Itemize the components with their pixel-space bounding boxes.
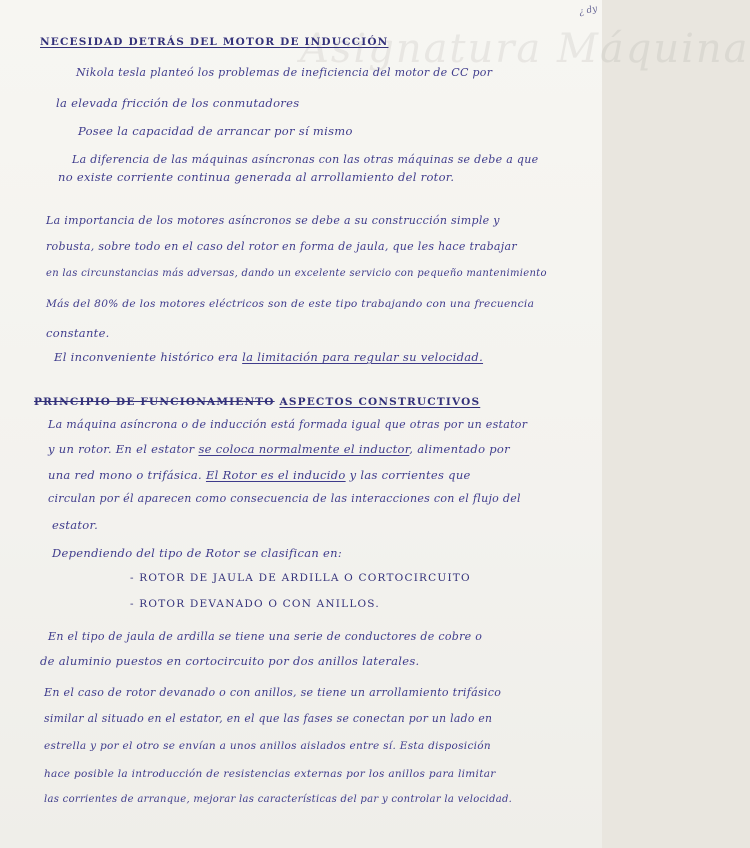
text-line	[48, 468, 471, 482]
text-line: Más del 80% de los motores eléctricos son de este tipo trabajando con una frecuencia	[46, 298, 535, 310]
text-line: La importancia de los motores asíncronos se debe a su construcción simple y	[46, 214, 500, 227]
text-line: en las circunstancias más adversas, dando un excelente servicio con pequeño mantenimiento	[46, 268, 547, 279]
text-line: constante.	[46, 326, 110, 340]
bleed-through-text: Asignatura Máquina	[300, 26, 750, 72]
text-line: Posee la capacidad de arrancar por sí mismo	[78, 124, 353, 138]
text-segment: y las corrientes que	[349, 468, 471, 482]
text-line: La diferencia de las máquinas asíncronas con las otras máquinas se debe a que	[72, 153, 539, 166]
list-item: - ROTOR DE JAULA DE ARDILLA O CORTOCIRCUITO	[130, 572, 471, 584]
list-item: - ROTOR DEVANADO O CON ANILLOS.	[130, 598, 380, 610]
text-line: robusta, sobre todo en el caso del rotor en forma de jaula, que les hace trabajar	[46, 240, 517, 253]
text-line: de aluminio puestos en cortocircuito por dos anillos laterales.	[40, 654, 420, 668]
section-title-necesidad: NECESIDAD DETRÁS DEL MOTOR DE INDUCCIÓN	[40, 36, 389, 48]
underlined-phrase: se coloca normalmente el inductor	[198, 442, 410, 456]
text-line: circulan por él aparecen como consecuencia de las interacciones con el flujo del	[48, 492, 521, 505]
text-line: estrella y por el otro se envían a unos anillos aislados entre sí. Esta disposición	[44, 740, 491, 752]
section-title-aspectos	[34, 396, 480, 408]
underlined-phrase: la limitación para regular su velocidad.	[242, 350, 484, 364]
text-line: estator.	[52, 518, 99, 532]
underlined-phrase: El Rotor es el inducido	[205, 468, 346, 482]
text-line: la elevada fricción de los conmutadores	[56, 96, 300, 110]
text-line: En el caso de rotor devanado o con anillos, se tiene un arrollamiento trifásico	[44, 686, 502, 699]
struck-title: PRINCIPIO DE FUNCIONAMIENTO	[34, 396, 275, 408]
text-line: La máquina asíncrona o de inducción está formada igual que otras por un estator	[48, 418, 528, 431]
corner-mark: ¿ dy	[578, 4, 599, 18]
text-line: no existe corriente continua generada al arrollamiento del rotor.	[58, 170, 455, 184]
section-title-text: ASPECTOS CONSTRUCTIVOS	[279, 396, 481, 408]
text-line: En el tipo de jaula de ardilla se tiene una serie de conductores de cobre o	[48, 630, 483, 643]
text-line: las corrientes de arranque, mejorar las características del par y controlar la velocidad.	[44, 794, 513, 805]
text-line: Dependiendo del tipo de Rotor se clasifican en:	[52, 546, 343, 560]
text-segment: una red mono o trifásica.	[48, 468, 202, 482]
text-segment: El inconveniente histórico era	[54, 350, 239, 364]
text-line: Nikola tesla planteó los problemas de ineficiencia del motor de CC por	[76, 66, 493, 79]
text-line	[54, 350, 483, 364]
text-line: similar al situado en el estator, en el que las fases se conectan por un lado en	[44, 712, 493, 725]
text-line	[48, 442, 510, 456]
text-line: hace posible la introducción de resistencias externas por los anillos para limitar	[44, 768, 496, 780]
text-segment: , alimentado por	[409, 442, 510, 456]
text-segment: y un rotor. En el estator	[48, 442, 195, 456]
